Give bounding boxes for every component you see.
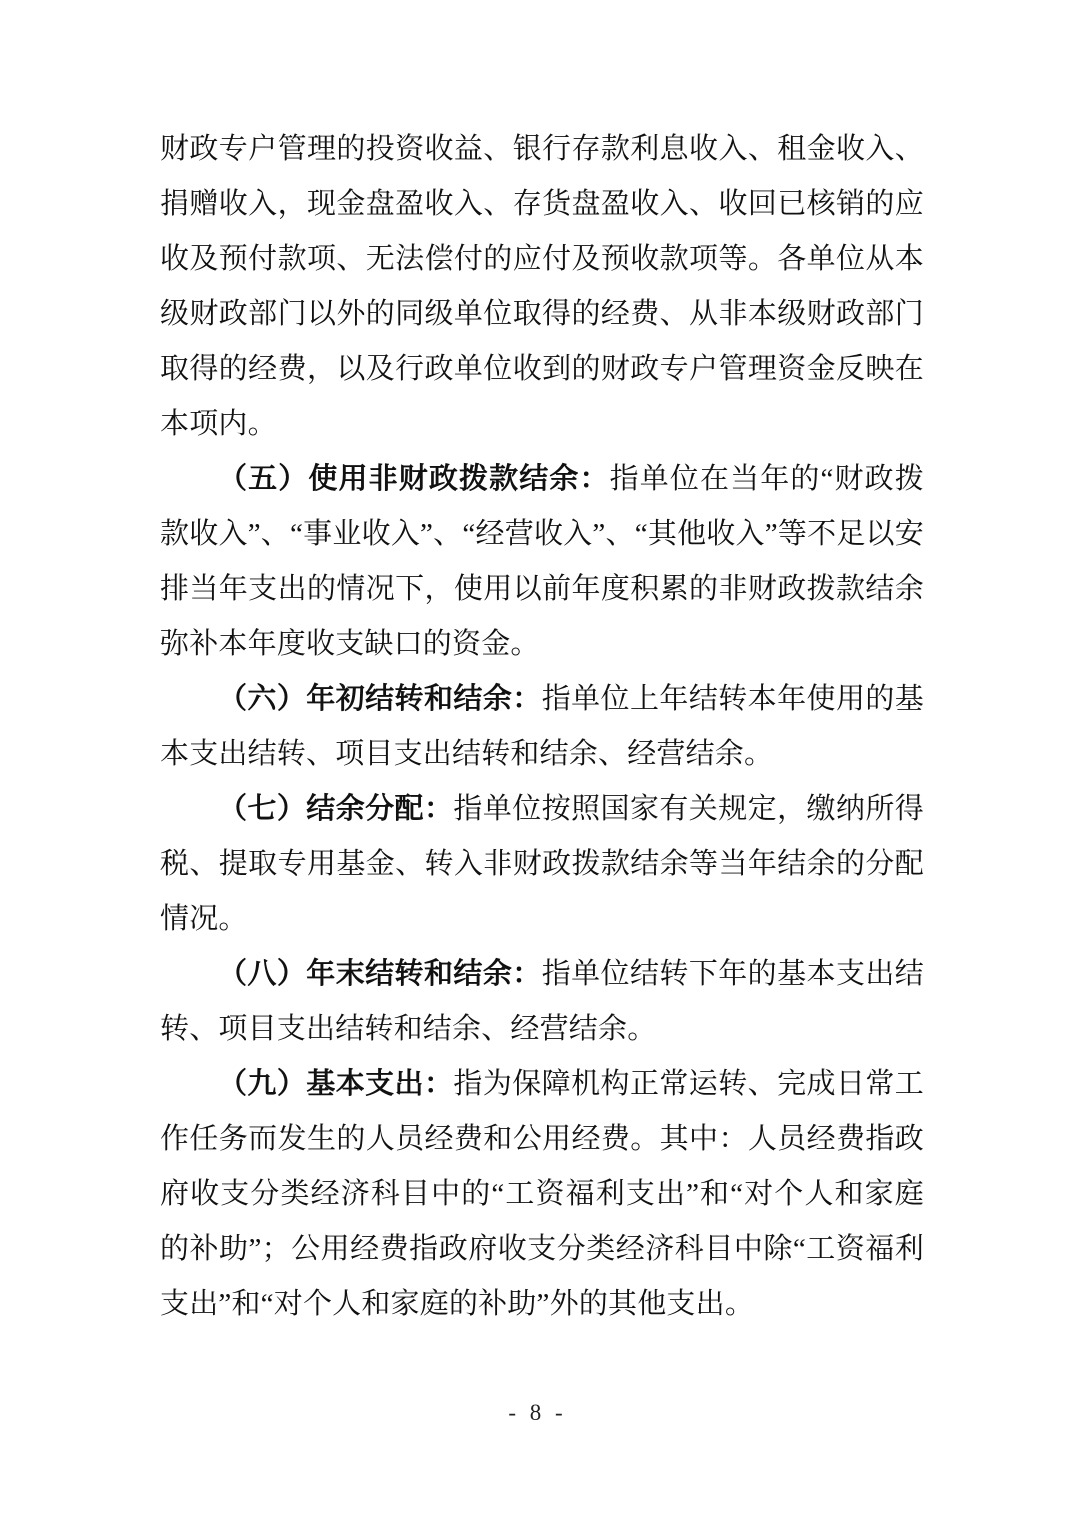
page-number: - 8 - bbox=[508, 1400, 567, 1425]
paragraph-text: 指为保障机构正常运转、完成日常工作任务而发生的人员经费和公用经费。其中：人员经费指政府收支分类经济科目中的“工资福利支出”和“对个人和家庭的补助”；公用经费指政府收支分类经济科目中除“工资福利支出”和“对个人和家庭的补助”外的其他支出。 bbox=[160, 1068, 924, 1320]
paragraph-lead: （九）基本支出： bbox=[218, 1068, 454, 1100]
paragraph-lead: （五）使用非财政拨款结余： bbox=[218, 463, 610, 495]
document-body bbox=[160, 122, 924, 1332]
paragraph-text: 指单位在当年的“财政拨款收入”、“事业收入”、“经营收入”、“其他收入”等不足以安排当年支出的情况下，使用以前年度积累的非财政拨款结余弥补本年度收支缺口的资金。 bbox=[160, 463, 924, 660]
paragraph-lead: （七）结余分配： bbox=[218, 793, 454, 825]
paragraph-text: 财政专户管理的投资收益、银行存款利息收入、租金收入、捐赠收入，现金盘盈收入、存货盘盈收入、收回已核销的应收及预付款项、无法偿付的应付及预收款项等。各单位从本级财政部门以外的同级单位取得的经费、从非本级财政部门取得的经费，以及行政单位收到的财政专户管理资金反映在本项内。 bbox=[160, 133, 924, 440]
paragraph-item-5 bbox=[160, 452, 924, 672]
paragraph-text: 指单位上年结转本年使用的基本支出结转、项目支出结转和结余、经营结余。 bbox=[160, 683, 924, 770]
paragraph-lead: （八）年末结转和结余： bbox=[218, 958, 542, 990]
paragraph-item-7 bbox=[160, 782, 924, 947]
paragraph-lead: （六）年初结转和结余： bbox=[218, 683, 542, 715]
paragraph-item-6 bbox=[160, 672, 924, 782]
paragraph-continuation bbox=[160, 122, 924, 452]
paragraph-item-9 bbox=[160, 1057, 924, 1332]
paragraph-text: 指单位结转下年的基本支出结转、项目支出结转和结余、经营结余。 bbox=[160, 958, 924, 1045]
paragraph-text: 指单位按照国家有关规定，缴纳所得税、提取专用基金、转入非财政拨款结余等当年结余的分配情况。 bbox=[160, 793, 924, 935]
paragraph-item-8 bbox=[160, 947, 924, 1057]
